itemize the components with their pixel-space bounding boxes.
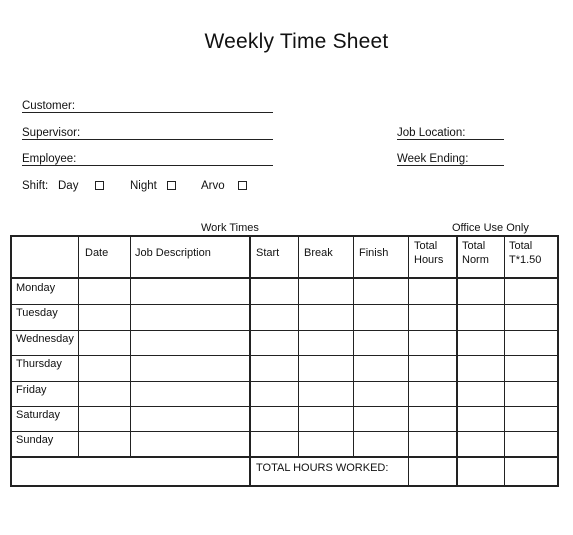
table-row-divider: [10, 304, 559, 305]
table-outer-border: [10, 235, 559, 487]
day-sunday: Sunday: [16, 434, 54, 446]
table-col-divider: [78, 235, 79, 457]
employee-field[interactable]: [22, 165, 273, 166]
week-ending-field[interactable]: [397, 165, 504, 166]
table-col-divider: [504, 235, 505, 487]
header-break: Break: [304, 247, 333, 259]
table-row-divider: [10, 381, 559, 382]
shift-arvo-checkbox[interactable]: [238, 181, 247, 190]
supervisor-field[interactable]: [22, 139, 273, 140]
table-col-divider: [249, 235, 251, 487]
table-col-divider: [130, 235, 131, 457]
shift-option-day-label: Day: [58, 180, 79, 192]
header-finish: Finish: [359, 247, 389, 259]
day-friday: Friday: [16, 384, 47, 396]
customer-label: Customer:: [22, 100, 76, 112]
table-row-divider: [10, 456, 559, 458]
header-total-norm-line1: Total: [462, 240, 486, 252]
customer-field[interactable]: [22, 112, 273, 113]
work-times-label: Work Times: [201, 222, 259, 234]
header-total-hours-line2: Hours: [414, 254, 444, 266]
shift-label: Shift:: [22, 180, 49, 192]
total-hours-worked-label: TOTAL HOURS WORKED:: [256, 462, 389, 474]
timesheet-table: [10, 235, 559, 487]
table-row-divider: [10, 355, 559, 356]
shift-option-night-label: Night: [130, 180, 157, 192]
week-ending-label: Week Ending:: [397, 153, 469, 165]
page-title: Weekly Time Sheet: [204, 30, 389, 53]
table-row-divider: [10, 406, 559, 407]
table-row-divider: [10, 330, 559, 331]
job-location-field[interactable]: [397, 139, 504, 140]
header-job-description: Job Description: [135, 247, 211, 259]
table-row-divider: [10, 431, 559, 432]
header-total-norm-line2: Norm: [462, 254, 489, 266]
table-row-divider: [10, 277, 559, 279]
day-thursday: Thursday: [16, 358, 62, 370]
employee-label: Employee:: [22, 153, 77, 165]
day-saturday: Saturday: [16, 409, 61, 421]
header-start: Start: [256, 247, 280, 259]
table-col-divider: [298, 235, 299, 457]
table-col-divider: [456, 235, 458, 487]
day-tuesday: Tuesday: [16, 307, 58, 319]
job-location-label: Job Location:: [397, 127, 466, 139]
header-total-t150-line1: Total: [509, 240, 533, 252]
office-use-label: Office Use Only: [452, 222, 529, 234]
table-col-divider: [353, 235, 354, 457]
table-col-divider: [408, 235, 409, 487]
shift-day-checkbox[interactable]: [95, 181, 104, 190]
shift-option-arvo-label: Arvo: [201, 180, 225, 192]
header-total-hours-line1: Total: [414, 240, 438, 252]
shift-night-checkbox[interactable]: [167, 181, 176, 190]
header-date: Date: [85, 247, 109, 259]
day-monday: Monday: [16, 282, 56, 294]
supervisor-label: Supervisor:: [22, 127, 81, 139]
header-total-t150-line2: T*1.50: [509, 254, 542, 266]
day-wednesday: Wednesday: [16, 333, 74, 345]
